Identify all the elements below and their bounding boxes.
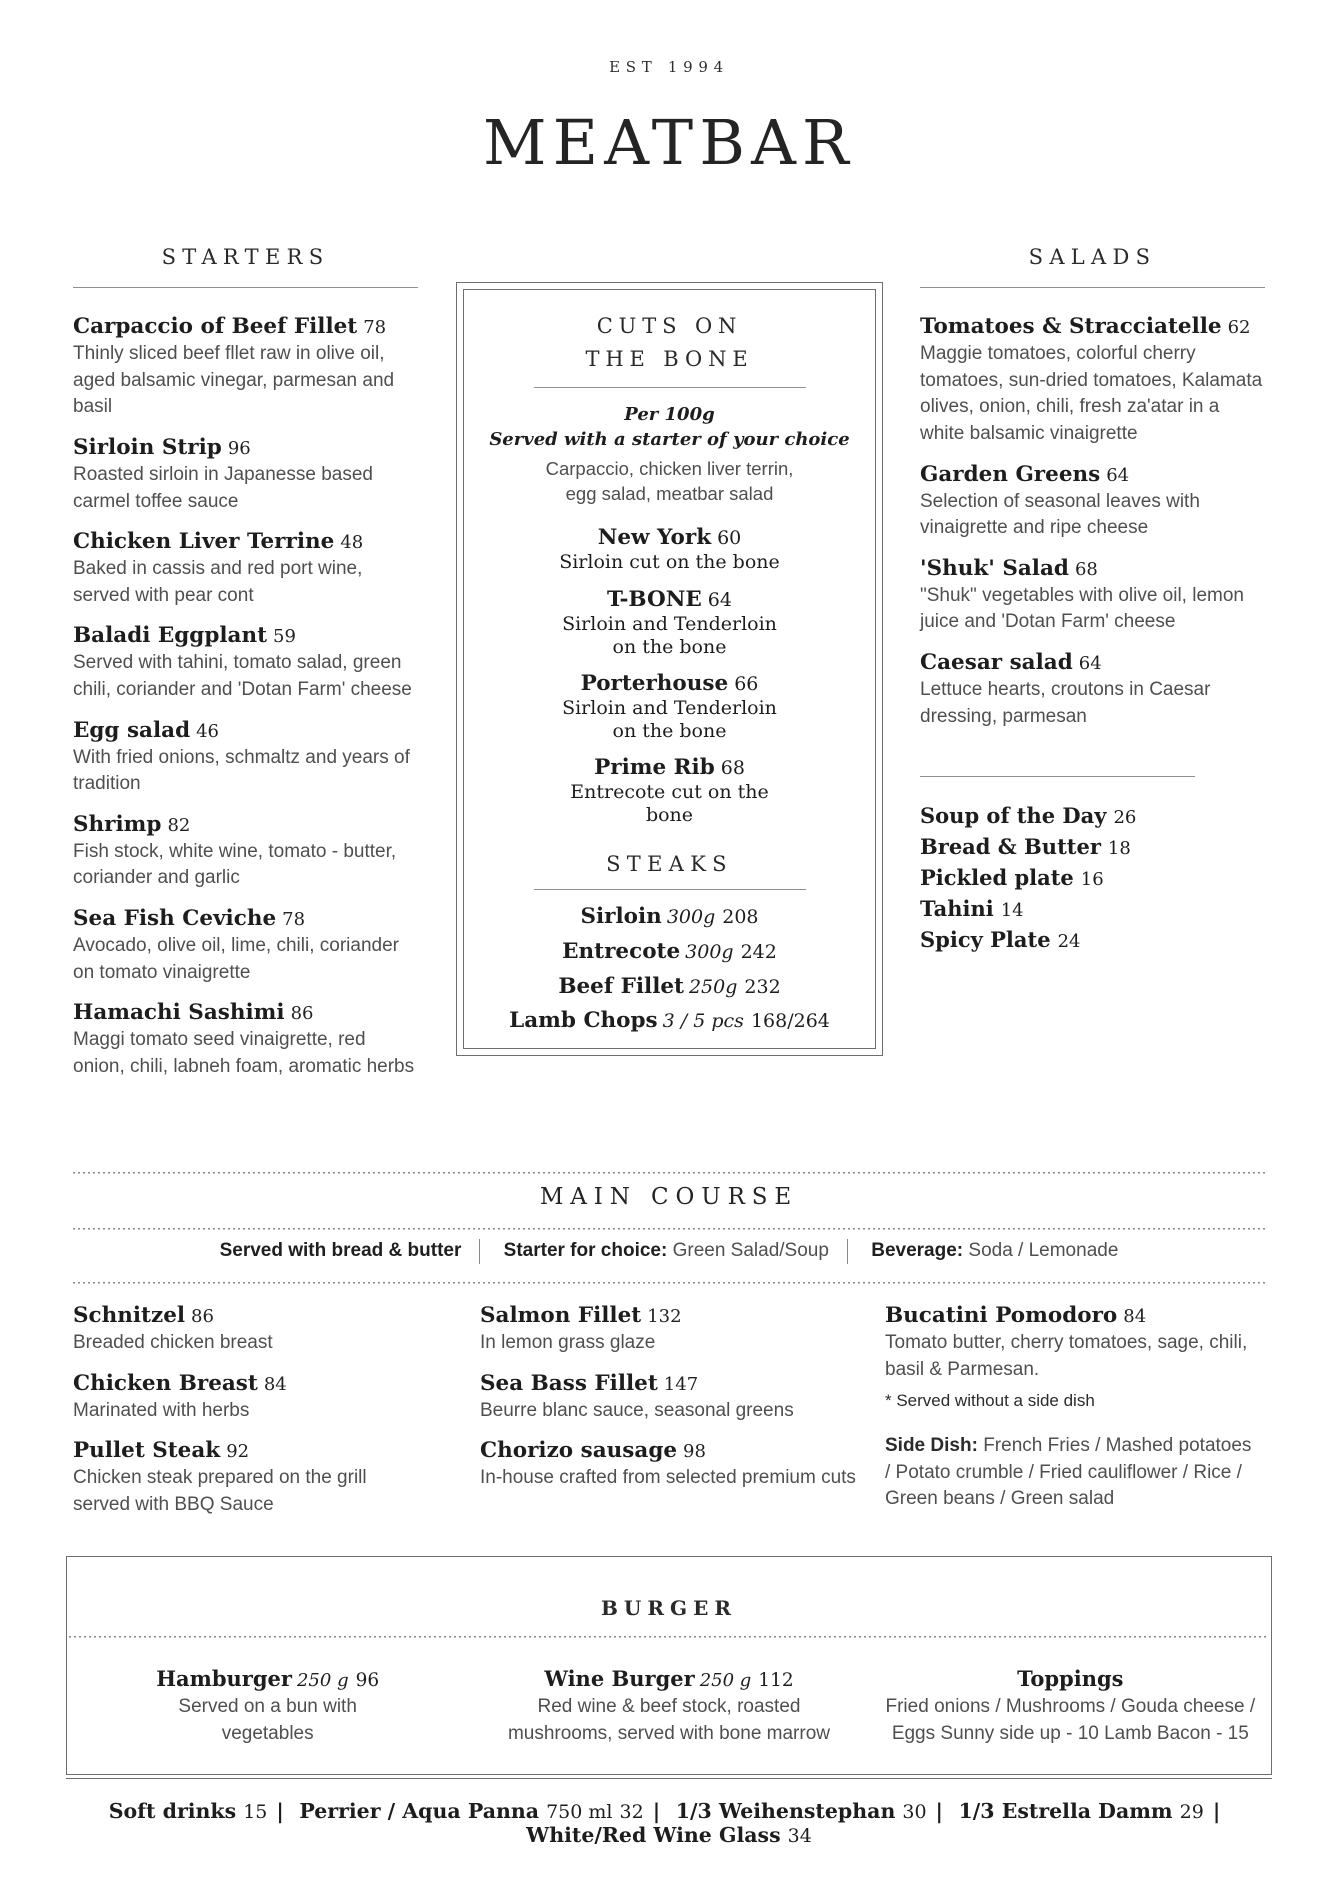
- burger-item-name: Hamburger: [156, 1666, 292, 1692]
- item-description: Avocado, olive oil, lime, chili, coriander on tomato vinaigrette: [73, 934, 399, 983]
- menu-item: [73, 812, 418, 892]
- cuts-items-list: [464, 525, 875, 827]
- salads-list: [920, 314, 1265, 730]
- main-course-column-2: [480, 1303, 870, 1506]
- drink-price: 15: [243, 1801, 268, 1823]
- dotted-rule-bottom: [73, 1282, 1265, 1284]
- item-name: Chorizo sausage: [480, 1438, 678, 1464]
- drink-name: 1/3 Estrella Damm: [958, 1799, 1173, 1823]
- main-course-notes: [0, 1239, 1338, 1264]
- burger-item-title-row: [870, 1666, 1271, 1691]
- item-title-row: [73, 812, 418, 837]
- extra-item: [920, 925, 1265, 956]
- serve-note-label: Beverage:: [871, 1240, 964, 1261]
- main-course-column-3-items: [885, 1303, 1253, 1411]
- steaks-rule: [534, 889, 806, 890]
- extra-item-price: 16: [1080, 869, 1104, 891]
- item-price: 62: [1227, 317, 1251, 339]
- item-price: 98: [683, 1441, 706, 1463]
- extra-item: [920, 801, 1265, 832]
- burger-item: [870, 1652, 1271, 1748]
- item-name: Sea Fish Ceviche: [73, 905, 277, 931]
- steaks-heading: STEAKS: [606, 851, 733, 876]
- extra-item: [920, 832, 1265, 863]
- cut-item-title-row: [464, 755, 875, 780]
- menu-item: [480, 1371, 870, 1425]
- cut-item-title-row: [464, 587, 875, 612]
- starters-list: [73, 314, 418, 1080]
- menu-item: [73, 1303, 423, 1357]
- serve-note-value: Soda / Lemonade: [968, 1240, 1119, 1261]
- burger-item-description: Fried onions / Mushrooms / Gouda cheese / Eggs Sunny side up - 10 Lamb Bacon - 15: [885, 1696, 1256, 1745]
- main-course-column-3: [885, 1303, 1253, 1513]
- item-description: Beurre blanc sauce, seasonal greens: [480, 1399, 794, 1421]
- item-name: Egg salad: [73, 717, 191, 743]
- item-title-row: [73, 1000, 418, 1025]
- item-title-row: [73, 1438, 423, 1463]
- drink-item: [959, 1799, 1230, 1823]
- drink-price: 34: [787, 1825, 812, 1847]
- drink-price: 30: [902, 1801, 927, 1823]
- serve-note-label: Served with bread & butter: [219, 1240, 462, 1261]
- item-price: 82: [167, 814, 191, 836]
- starters-heading: STARTERS: [161, 245, 330, 269]
- cut-item-title-row: [464, 525, 875, 550]
- item-name: Shrimp: [73, 811, 162, 837]
- cut-item: [464, 525, 875, 574]
- menu-item: [885, 1303, 1253, 1411]
- dotted-rule-top: [73, 1172, 1265, 1174]
- burger-item-title-row: [468, 1666, 869, 1691]
- item-title-row: [73, 718, 418, 743]
- burger-columns: [67, 1652, 1271, 1748]
- extra-item-name: Soup of the Day: [920, 803, 1107, 829]
- drink-name: Soft drinks: [108, 1799, 237, 1823]
- item-price: 84: [263, 1373, 287, 1395]
- extra-item-name: Bread & Butter: [920, 834, 1101, 860]
- item-price: 78: [363, 317, 387, 339]
- item-price: 64: [1078, 652, 1102, 674]
- item-title-row: [73, 529, 418, 554]
- item-price: 84: [1123, 1306, 1147, 1327]
- item-description: Maggie tomatoes, colorful cherry tomatoes, sun-dried tomatoes, Kalamata olives, onion, chili, fresh za'atar in a white balsamic vinaigrette: [920, 343, 1263, 444]
- steak-name: Sirloin: [580, 903, 662, 929]
- cut-item: [464, 671, 875, 743]
- burger-dotted-rule: [69, 1636, 1269, 1638]
- cuts-heading-line2: THE BONE: [585, 346, 754, 371]
- item-title-row: [920, 556, 1265, 581]
- item-title-row: [885, 1303, 1253, 1328]
- per-100g-note: Per 100g: [624, 404, 715, 426]
- burger-item-description: Served on a bun with vegetables: [178, 1696, 357, 1745]
- cut-item-price: 68: [720, 757, 745, 780]
- item-description: Roasted sirloin in Japanesse based carmel toffee sauce: [73, 463, 373, 512]
- item-name: Garden Greens: [920, 461, 1101, 487]
- burger-item-weight: 250 g: [699, 1670, 752, 1692]
- serve-note: [504, 1239, 848, 1264]
- cut-item-price: 60: [717, 527, 742, 550]
- menu-item: [73, 1371, 423, 1425]
- starter-note: Served with a starter of your choice: [489, 429, 850, 451]
- item-name: Salmon Fillet: [480, 1303, 642, 1328]
- steak-item: [464, 1008, 875, 1035]
- cuts-heading-line1: CUTS ON: [596, 314, 743, 338]
- starter-options: Carpaccio, chicken liver terrin, egg salad, meatbar salad: [545, 458, 794, 505]
- item-title-row: [73, 435, 418, 460]
- item-description: "Shuk" vegetables with olive oil, lemon juice and 'Dotan Farm' cheese: [920, 584, 1244, 633]
- burger-item-title-row: [67, 1666, 468, 1691]
- menu-item: [73, 314, 418, 421]
- item-price: 64: [1106, 464, 1130, 486]
- section-salads: [920, 245, 1265, 956]
- item-price: 68: [1074, 558, 1098, 580]
- item-title-row: [73, 1371, 423, 1396]
- item-description: Selection of seasonal leaves with vinaigrette and ripe cheese: [920, 490, 1200, 539]
- extra-item-price: 26: [1113, 807, 1137, 829]
- item-title-row: [73, 906, 418, 931]
- item-title-row: [480, 1303, 870, 1328]
- item-description: Lettuce hearts, croutons in Caesar dressing, parmesan: [920, 678, 1211, 727]
- side-dish-block: [885, 1433, 1253, 1513]
- salads-heading: SALADS: [1028, 245, 1157, 269]
- drink-name: Perrier / Aqua Panna: [299, 1799, 540, 1823]
- item-name: Pullet Steak: [73, 1438, 221, 1464]
- steak-name: Lamb Chops: [509, 1008, 658, 1034]
- steak-price: 242: [740, 940, 777, 963]
- item-description: Marinated with herbs: [73, 1399, 250, 1421]
- item-name: Sirloin Strip: [73, 434, 222, 460]
- extra-item: [920, 863, 1265, 894]
- cut-item-price: 66: [734, 672, 759, 695]
- item-description: Served with tahini, tomato salad, green chili, coriander and 'Dotan Farm' cheese: [73, 652, 412, 700]
- steak-item: [464, 974, 875, 1001]
- menu-item: [73, 435, 418, 515]
- item-price: 132: [647, 1306, 682, 1327]
- steak-name: Entrecote: [562, 938, 681, 964]
- item-description: Chicken steak prepared on the grill served with BBQ Sauce: [73, 1467, 367, 1515]
- cut-item-title-row: [464, 671, 875, 696]
- item-price: 46: [196, 720, 220, 742]
- item-name: Carpaccio of Beef Fillet: [73, 314, 358, 340]
- drink-price: 32: [619, 1801, 644, 1823]
- drink-price: 29: [1179, 1801, 1204, 1823]
- menu-item: [73, 623, 418, 703]
- item-name: 'Shuk' Salad: [920, 555, 1069, 581]
- extra-item-price: 24: [1057, 931, 1081, 953]
- menu-item: [73, 529, 418, 609]
- menu-item: [480, 1438, 870, 1492]
- cuts-heading: [464, 310, 875, 375]
- item-name: Sea Bass Fillet: [480, 1370, 658, 1396]
- drink-item: [299, 1799, 669, 1823]
- side-dish-label: Side Dish:: [885, 1435, 978, 1457]
- steak-weight: 300g: [666, 905, 716, 928]
- item-name: Bucatini Pomodoro: [885, 1303, 1118, 1328]
- item-title-row: [480, 1438, 870, 1463]
- drink-item: [676, 1799, 952, 1823]
- burger-item-description: Red wine & beef stock, roasted mushrooms, served with bone marrow: [507, 1696, 831, 1745]
- item-description: In lemon grass glaze: [480, 1332, 656, 1353]
- starters-rule: [73, 287, 418, 288]
- serve-note-value: Green Salad/Soup: [672, 1240, 829, 1261]
- serve-note: [871, 1239, 1118, 1264]
- item-description: Tomato butter, cherry tomatoes, sage, chili, basil & Parmesan.: [885, 1332, 1248, 1380]
- burger-box: [66, 1556, 1272, 1775]
- item-title-row: [73, 314, 418, 339]
- item-name: Tomatoes & Stracciatelle: [920, 314, 1222, 340]
- item-description: In-house crafted from selected premium cuts: [480, 1467, 856, 1489]
- cuts-on-the-bone-box: [456, 282, 883, 1056]
- cut-item: [464, 587, 875, 659]
- item-price: 86: [290, 1003, 314, 1025]
- cuts-heading-rule: [534, 387, 806, 388]
- side-dish-options: French Fries / Mashed potatoes / Potato crumble / Fried cauliflower / Rice / Green beans / Green salad: [885, 1435, 1252, 1510]
- cut-item-name: New York: [597, 525, 712, 551]
- burger-item: [468, 1652, 869, 1748]
- burger-item-price: 96: [355, 1670, 380, 1692]
- item-description: Thinly sliced beef fllet raw in olive oil, aged balsamic vinegar, parmesan and basil: [73, 343, 395, 418]
- steak-price: 232: [744, 975, 781, 998]
- item-name: Baladi Eggplant: [73, 623, 268, 649]
- menu-item: [920, 650, 1265, 730]
- item-price: 96: [227, 437, 251, 459]
- item-price: 78: [282, 908, 306, 930]
- menu-item: [920, 556, 1265, 636]
- salads-rule: [920, 287, 1265, 288]
- extras-divider-rule: [920, 776, 1195, 777]
- menu-item: [73, 718, 418, 798]
- cut-item-name: Prime Rib: [594, 755, 715, 781]
- item-description: Maggi tomato seed vinaigrette, red onion, chili, labneh foam, aromatic herbs: [73, 1029, 415, 1077]
- steak-price: 168/264: [750, 1010, 830, 1033]
- cuts-box-inner: [463, 289, 876, 1049]
- menu-item: [73, 1000, 418, 1080]
- burger-heading: BURGER: [601, 1595, 737, 1620]
- drink-item: [109, 1799, 293, 1823]
- menu-item: [920, 462, 1265, 542]
- extra-item-price: 18: [1107, 838, 1131, 860]
- item-description: Baked in cassis and red port wine, served with pear cont: [73, 558, 363, 606]
- item-name: Hamachi Sashimi: [73, 1000, 285, 1026]
- item-description: Fish stock, white wine, tomato - butter, coriander and garlic: [73, 840, 397, 889]
- cut-item-name: T-BONE: [607, 586, 702, 612]
- serve-note-label: Starter for choice:: [503, 1240, 668, 1261]
- section-starters: [73, 245, 418, 1094]
- item-price: 59: [273, 626, 296, 648]
- dotted-rule-middle: [73, 1228, 1265, 1230]
- item-name: Caesar salad: [920, 649, 1073, 675]
- header: [0, 58, 1338, 179]
- item-name: Chicken Breast: [73, 1370, 258, 1396]
- serve-note: [220, 1239, 481, 1264]
- steak-weight: 3 / 5 pcs: [662, 1010, 744, 1033]
- menu-item: [73, 906, 418, 986]
- drink-name: White/Red Wine Glass: [526, 1823, 781, 1847]
- burger-item-weight: 250 g: [296, 1670, 349, 1692]
- item-price: 86: [191, 1306, 214, 1327]
- extra-item-name: Spicy Plate: [920, 927, 1051, 953]
- burger-item-name: Wine Burger: [544, 1666, 695, 1692]
- cut-item-name: Porterhouse: [580, 670, 729, 696]
- item-title-row: [480, 1371, 870, 1396]
- cut-item-description: Entrecote cut on the bone: [570, 781, 769, 827]
- extra-item-name: Pickled plate: [920, 865, 1074, 891]
- drink-name: 1/3 Weihenstephan: [675, 1799, 896, 1823]
- item-title-row: [920, 462, 1265, 487]
- item-title-row: [920, 314, 1265, 339]
- menu-item: [920, 314, 1265, 447]
- item-note: * Served without a side dish: [885, 1391, 1095, 1411]
- menu-item: [73, 1438, 423, 1518]
- item-description: With fried onions, schmaltz and years of tradition: [73, 746, 410, 795]
- cut-item-description: Sirloin and Tenderloin on the bone: [562, 612, 777, 658]
- cut-item: [464, 755, 875, 827]
- drinks-line: [30, 1799, 1308, 1847]
- item-title-row: [73, 623, 418, 648]
- burger-item-name: Toppings: [1017, 1666, 1124, 1692]
- extra-item-name: Tahini: [920, 896, 994, 922]
- cut-item-description: Sirloin and Tenderloin on the bone: [562, 696, 777, 743]
- steak-weight: 250g: [688, 975, 738, 998]
- extra-item-price: 14: [1000, 900, 1024, 922]
- steak-name: Beef Fillet: [558, 973, 684, 999]
- main-course-column-1: [73, 1303, 423, 1532]
- steak-weight: 300g: [685, 940, 734, 963]
- drink-item: [526, 1823, 812, 1847]
- item-title-row: [73, 1303, 423, 1328]
- item-price: 48: [340, 532, 364, 554]
- steaks-list: [464, 904, 875, 1036]
- item-description: Breaded chicken breast: [73, 1332, 273, 1353]
- established-text: EST 1994: [609, 58, 729, 76]
- extra-item: [920, 894, 1265, 925]
- steak-item: [464, 939, 875, 966]
- item-price: 92: [226, 1441, 250, 1463]
- item-title-row: [920, 650, 1265, 675]
- extras-list: [920, 801, 1265, 956]
- steak-item: [464, 904, 875, 931]
- burger-item: [67, 1652, 468, 1748]
- main-course-heading: MAIN COURSE: [539, 1184, 799, 1210]
- steak-price: 208: [722, 905, 759, 928]
- drink-quantity: 750 ml: [546, 1801, 613, 1823]
- brand-title: MEATBAR: [483, 106, 855, 179]
- item-name: Schnitzel: [73, 1303, 186, 1328]
- cut-item-description: Sirloin cut on the bone: [559, 551, 780, 574]
- item-price: 147: [663, 1373, 699, 1395]
- menu-item: [480, 1303, 870, 1357]
- cut-item-price: 64: [707, 588, 732, 611]
- item-name: Chicken Liver Terrine: [73, 529, 335, 555]
- burger-item-price: 112: [758, 1670, 794, 1692]
